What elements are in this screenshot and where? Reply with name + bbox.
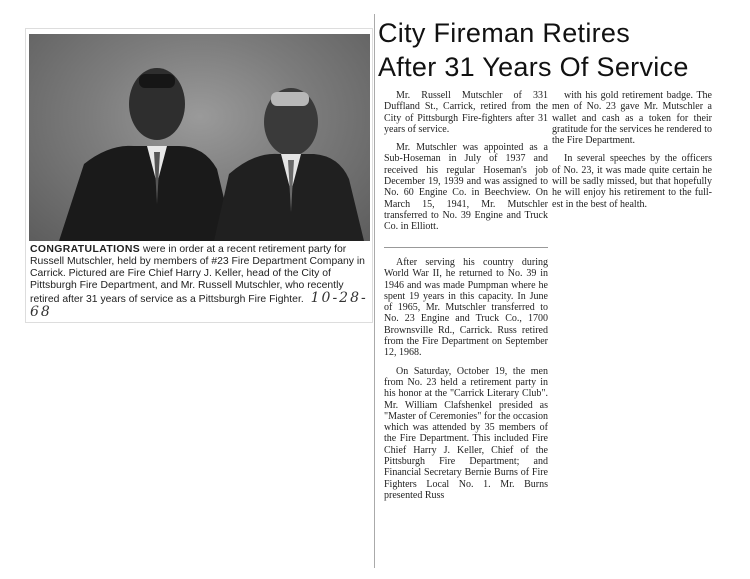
paragraph: with his gold retirement badge. The men of No. 23 gave Mr. Mutschler a wallet and cash as a token for their gratitude for the services he rendered to the Fire Department. [552, 90, 712, 147]
article-clipping [374, 10, 718, 570]
paragraph: In several speeches by the officers of No. 23, it was made quite certain he will be sadly missed, but that hopefully he will enjoy his retirement to the full-est in the best of health. [552, 153, 712, 210]
photo-clipping [25, 28, 373, 323]
article-headline [378, 16, 708, 84]
newspaper-photo [29, 34, 370, 241]
paragraph: Mr. Mutschler was appointed as a Sub-Hoseman in July of 1937 and received his regular Hoseman's job December 19, 1939 and was assigned to No. 60 Engine Co. in Beechview. On March 15, 1941, Mr. Mutschler transferred to No. 39 Engine and Truck Co. in Elliott. [384, 142, 548, 233]
handwritten-date: 10-28-68 [30, 290, 368, 320]
headline-line-1: City Fireman Retires [378, 18, 631, 48]
paragraph: Mr. Russell Mutschler of 331 Duffland St., Carrick, retired from the City of Pittsburgh Fire-fighters after 31 years of service. [384, 90, 548, 135]
article-column-1-bottom [384, 257, 548, 501]
article-column-1-top [384, 90, 548, 233]
headline-line-2: After 31 Years Of Service [378, 52, 689, 82]
paragraph: After serving his country during World War II, he returned to No. 39 in 1946 and was made Pumpman where he spent 19 years in this capacity. In June of 1965, Mr. Mutschler transferred to No. 23 Engine and Truck Co., 1700 Brownsville Rd., Carrick. Russ retired from the Fire Department on September 12, 1968. [384, 257, 548, 359]
paragraph: On Saturday, October 19, the men from No. 23 held a retirement party in his honor at the "Carrick Literary Club". Mr. William Clafshenkel presided as "Master of Ceremonies" for the occasion which was attended by 35 members of the Fire Department. This included Fire Chief Harry J. Keller, Chief of the Pittsburgh Fire Department; and Financial Secretary Bernie Burns of Fire Fighters Local No. 1. Mr. Burns presented Russ [384, 365, 548, 501]
photo-caption [30, 244, 368, 320]
article-column-2 [552, 90, 712, 210]
caption-lead: CONGRATULATIONS [30, 244, 141, 255]
photo-figures [29, 34, 370, 241]
section-divider [384, 247, 548, 248]
column-divider [374, 14, 375, 568]
caption-text: were in order at a recent retirement party for Russell Mutschler, held by members of #23 Fire Department Company in Carrick. Pictured are Fire Chief Harry J. Keller, head of the City of Pittsburgh Fire Department, and Mr. Russell Mutschler, who recently retired after 31 years of service as a Pittsburgh Fire Fighter. [30, 244, 365, 305]
